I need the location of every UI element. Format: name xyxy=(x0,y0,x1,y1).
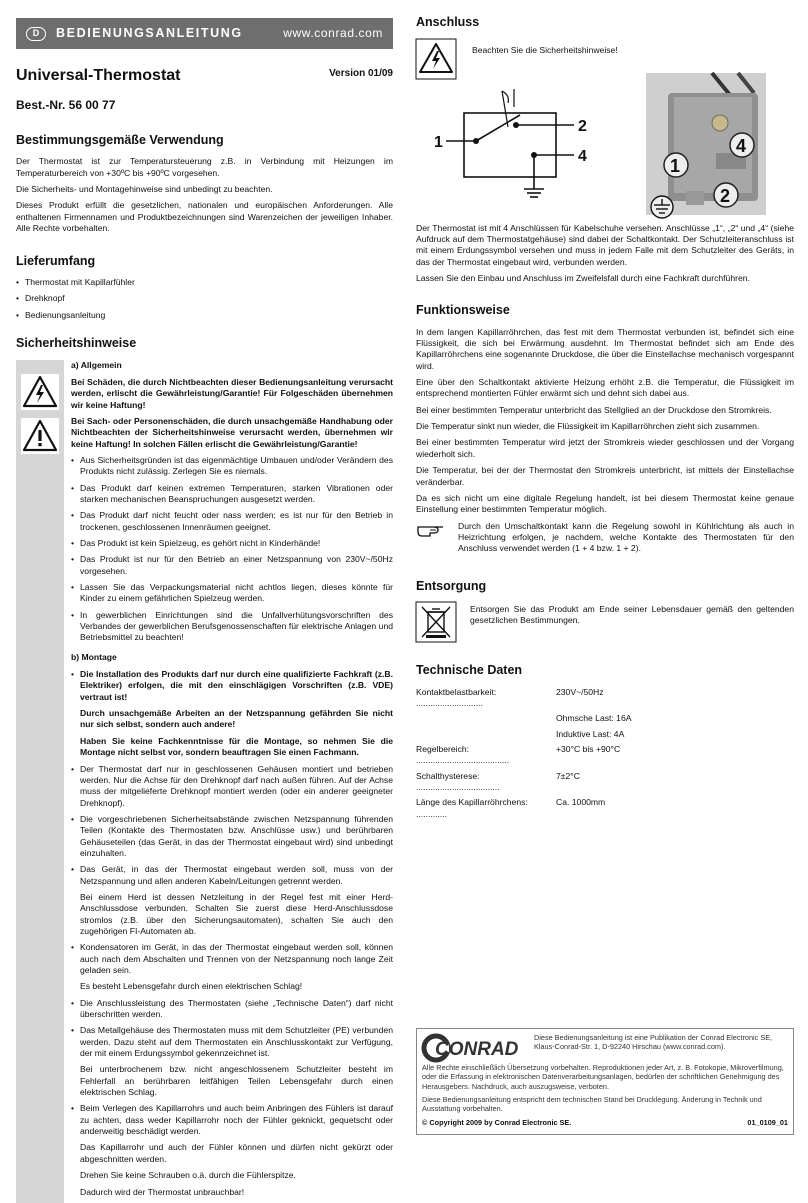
safety-section xyxy=(16,360,393,1203)
photo-label-1: 1 xyxy=(670,155,681,176)
connection-note: Beachten Sie die Sicherheitshinweise! xyxy=(472,44,618,55)
table-row xyxy=(416,797,794,820)
tech-label: Länge des Kapillarröhrchens: ............. xyxy=(416,797,528,819)
list-item xyxy=(71,669,393,758)
montage-text: Drehen Sie keine Schrauben o.ä. durch die Fühlerspitze. xyxy=(80,1170,296,1181)
tech-heading: Technische Daten xyxy=(416,663,523,678)
wiring-diagram xyxy=(416,85,616,203)
terminal-label-4: 4 xyxy=(578,147,587,165)
photo-label-2: 2 xyxy=(720,185,731,206)
subsection-montage: b) Montage xyxy=(71,651,117,662)
table-row xyxy=(416,729,794,740)
subsection-general: a) Allgemein xyxy=(71,359,122,370)
function-paragraph: Eine über den Schaltkontakt aktivierte Heizung erhöht z.B. die Temperatur, die Flüssigkeit im entsprechend montierten Fühler erwärmt sich und dehnt sich dabei aus. xyxy=(416,377,794,399)
function-paragraph: Da es sich nicht um eine digitale Regelung handelt, ist bei diesem Thermostat keine genaue Einstellung einer bestimmten Temperatur möglich. xyxy=(416,492,794,515)
document-title: Universal-Thermostat xyxy=(16,67,181,84)
list-item: • Lassen Sie das Verpackungsmaterial nicht achtlos liegen, dieses könnte für Kinder zu einem gefährlichen Spielzeug werden. xyxy=(71,582,393,605)
list-item xyxy=(71,864,393,937)
connection-paragraph: Lassen Sie den Einbau und Anschluss im Zweifelsfall durch eine Fachkraft durchführen. xyxy=(416,272,750,283)
function-paragraph: In dem langen Kapillarröhrchen, das fest mit dem Thermostat verbunden ist, befindet sich eine Flüssigkeit, die sich bei Erwärmung ausdehnt. Im Thermostat befindet sich am Ende des Kapillarröhrchens eine sogenannte Druckdose, die über die Einstellachse mechanisch vorgespannt wird. xyxy=(416,326,794,371)
waste-bin-crossed-icon xyxy=(416,602,456,642)
general-safety-list xyxy=(71,455,393,644)
connection-heading: Anschluss xyxy=(416,15,480,29)
montage-warning: Durch unsachgemäße Arbeiten an der Netzspannung gefährden Sie nicht nur sich selbst, sondern auch andere! xyxy=(80,708,393,730)
terminal-label-2: 2 xyxy=(578,117,587,135)
table-row xyxy=(416,713,794,724)
intended-use-heading: Bestimmungsgemäße Verwendung xyxy=(16,132,224,147)
montage-text: • Beim Verlegen des Kapillarrohrs und auch beim Anbringen des Fühlers ist darauf zu achten, dass weder Kapillarrohr noch der Fühler geknickt, gequetscht oder anderweitig beschädigt werden. xyxy=(80,1103,393,1137)
list-item: • Die vorgeschriebenen Sicherheitsabstände zwischen Netzspannung führenden Teilen (Kontakte des Thermostaten bzw. Anschlüsse usw.) und berührbaren Gehäuseteilen (das Gerät, in das der Thermostat eingebaut wird) sind unbedingt einzuhalten. xyxy=(71,814,393,859)
logo-text: CONRAD xyxy=(435,1039,519,1060)
version-label: Version 01/09 xyxy=(329,68,393,79)
banner-website: www.conrad.com xyxy=(283,25,383,40)
function-paragraph: Die Temperatur, bei der der Thermostat den Stromkreis unterbricht, ist mittels der Einstellachse veränderbar. xyxy=(416,465,794,487)
tech-value: +30°C bis +90°C xyxy=(556,743,621,754)
tech-label: Schalthysterese: ................................... xyxy=(416,770,500,792)
list-item xyxy=(71,1103,393,1197)
tech-label xyxy=(416,713,556,724)
tech-label: Regelbereich: ....................................... xyxy=(416,743,510,766)
list-item: • Bedienungsanleitung xyxy=(16,310,393,321)
warning-text: Bei Sach- oder Personenschäden, die durch unsachgemäße Handhabung oder Nichtbeachten der Sicherheitshinweise verursacht werden, übernehmen wir keine Haftung! In solchen Fällen erlischt die Gewährleistung/Garantie! xyxy=(71,415,393,449)
safety-heading: Sicherheitshinweise xyxy=(16,336,137,351)
scope-list xyxy=(16,277,393,321)
right-column xyxy=(416,14,794,824)
table-row xyxy=(416,687,794,710)
montage-text: Bei unterbrochenem bzw. nicht angeschlossenem Schutzleiter besteht im Fehlerfall an berührbaren leitfähigen Teilen Lebensgefahr durch einen elektrischen Schlag. xyxy=(80,1064,393,1098)
list-item xyxy=(71,1025,393,1098)
function-paragraph: Bei einer bestimmten Temperatur unterbricht das Stellglied an der Druckdose den Stromkreis. xyxy=(416,404,772,415)
language-badge: D xyxy=(26,27,46,41)
function-heading: Funktionsweise xyxy=(416,303,510,318)
list-item: • Drehknopf xyxy=(16,293,393,304)
tech-value: Ca. 1000mm xyxy=(556,797,606,808)
tech-value: 7±2°C xyxy=(556,770,580,781)
tech-label: Kontaktbelastbarkeit: ............................ xyxy=(416,686,497,708)
list-item: • Thermostat mit Kapillarfühler xyxy=(16,277,393,288)
list-item: • Das Produkt darf nicht feucht oder nass werden; es ist nur für den Betrieb in trockenen, geschlossenen Innenräumen geeignet. xyxy=(71,510,393,533)
tech-value: Induktive Last: 4A xyxy=(556,728,625,739)
electric-hazard-icon xyxy=(416,39,456,79)
thermostat-photo xyxy=(646,73,766,215)
montage-warning: • Die Installation des Produkts darf nur durch eine qualifizierte Fachkraft (z.B. Elektriker) erfolgen, die mit den einschlägigen Vorschriften (z.B. VDE) vertraut ist! xyxy=(80,669,393,702)
list-item: • Das Produkt ist nur für den Betrieb an einer Netzspannung von 230V~/50Hz vorgesehen. xyxy=(71,554,393,577)
scope-heading: Lieferumfang xyxy=(16,253,96,268)
warning-text: Bei Schäden, die durch Nichtbeachten dieser Bedienungsanleitung verursacht werden, erlischt die Gewährleistung/Garantie! Für Folgeschäden übernehmen wir keine Haftung! xyxy=(71,376,393,410)
terminal-label-1: 1 xyxy=(434,133,443,151)
list-item: • Das Produkt darf keinen extremen Temperaturen, starken Vibrationen oder starken mechanischen Beanspruchungen ausgesetzt werden. xyxy=(71,483,393,506)
banner-title: BEDIENUNGSANLEITUNG xyxy=(56,26,243,41)
list-item: • Die Anschlussleistung des Thermostaten (siehe „Technische Daten“) darf nicht überschritten werden. xyxy=(71,998,393,1021)
montage-text: • Das Gerät, in das der Thermostat eingebaut werden soll, muss von der Netzspannung und allen anderen Kabeln/Leitungen getrennt werden. xyxy=(80,864,393,886)
montage-text: Das Kapillarrohr und auch der Fühler können und dürfen nicht gekürzt oder abgeschnitten werden. xyxy=(80,1142,393,1164)
montage-text: • Kondensatoren im Gerät, in das der Thermostat eingebaut werden soll, können auch nach dem Abschalten und Trennen von der Netzspannung noch lange Zeit geladen sein. xyxy=(80,942,393,975)
list-item: • Das Produkt ist kein Spielzeug, es gehört nicht in Kinderhände! xyxy=(71,538,393,549)
function-paragraph: Bei einer bestimmten Temperatur wird jetzt der Stromkreis wieder geschlossen und der Vorgang wiederholt sich. xyxy=(416,437,794,459)
list-item: • In gewerblichen Einrichtungen sind die Unfallverhütungsvorschriften des Verbandes der gewerblichen Berufsgenossenschaften für elektrische Anlagen und Betriebsmittel zu beachten! xyxy=(71,610,393,644)
function-tip: Durch den Umschaltkontakt kann die Regelung sowohl in Kühlrichtung als auch in Heizrichtung erfolgen, je nachdem, welche Kontakte des Thermostaten für den Anschluss verwendet werden (1 + 4 bzw. 1 + 2). xyxy=(458,520,794,554)
footer-code: 01_0109_01 xyxy=(747,1117,788,1127)
list-item: • Der Thermostat darf nur in geschlossenen Gehäusen montiert und betrieben werden. Nur die Achse für den Drehknopf darf nach außen führen. Auf der Achse muss der mitgelieferte Drehknopf montiert werden (oder ein anderer geeigneter Drehknopf). xyxy=(71,764,393,809)
tech-table xyxy=(416,687,794,820)
footer-status: Diese Bedienungsanleitung entspricht dem technischen Stand bei Drucklegung. Änderung in Technik und Ausstattung vorbehalten. xyxy=(422,1094,762,1114)
footer-intro: Diese Bedienungsanleitung ist eine Publikation der Conrad Electronic SE, Klaus-Conrad-Str. 1, D-92240 Hirschau (www.conrad.com). xyxy=(534,1033,773,1052)
conrad-logo xyxy=(422,1033,524,1063)
tech-label xyxy=(416,729,556,740)
safety-icon-column xyxy=(16,360,64,1203)
pointing-hand-icon xyxy=(416,521,446,539)
photo-label-4: 4 xyxy=(736,135,747,156)
header-banner xyxy=(16,18,393,49)
order-number: Best.-Nr. 56 00 77 xyxy=(16,98,116,113)
connection-paragraph: Der Thermostat ist mit 4 Anschlüssen für Kabelschuhe versehen. Anschlüsse „1“, „2“ und „4“ (siehe Aufdruck auf dem Thermostatgehäuse) sind dabei der Schaltkontakt. Der Schutzleiteranschluss ist mit einem Erdungssymbol versehen und muss in jedem Falle mit dem Schutzleiter des Geräts, in das der Thermostat eingebaut wird, verbunden werden. xyxy=(416,222,794,267)
disposal-text: Entsorgen Sie das Produkt am Ende seiner Lebensdauer gemäß den geltenden gesetzlichen Bestimmungen. xyxy=(470,604,794,626)
electric-hazard-icon xyxy=(21,374,59,410)
table-row xyxy=(416,744,794,767)
footer-rights: Alle Rechte einschließlich Übersetzung vorbehalten. Reproduktionen jeder Art, z. B. Fotokopie, Mikroverfilmung, oder die Erfassung in elektronischen Datenverarbeitungsanlagen, bedürfen der schriftlichen Genehmigung des Herausgebers. Nachdruck, auch auszugsweise, verboten. xyxy=(422,1063,784,1091)
montage-warning: Haben Sie keine Fachkenntnisse für die Montage, so nehmen Sie die Montage nicht selbst vor, sondern beauftragen Sie einen Fachmann. xyxy=(80,735,393,758)
footer-copyright: © Copyright 2009 by Conrad Electronic SE. xyxy=(422,1117,572,1127)
montage-text: • Das Metallgehäuse des Thermostaten muss mit dem Schutzleiter (PE) verbunden werden. Dazu steht auf dem Thermostaten ein Anschlusskontakt zur Verfügung, der mit einem Erdungssymbol gekennzeichnet ist. xyxy=(80,1025,393,1059)
montage-text: Bei einem Herd ist dessen Netzleitung in der Regel fest mit einer Herd-Anschlussdose verbunden. Schalten Sie zuerst diese Herd-Anschlussdose stromlos (z.B. über den Sicherungsautomaten), schalten Sie auch den zugehörigen FI-Automaten ab. xyxy=(80,891,393,936)
table-row xyxy=(416,771,794,794)
function-paragraph: Die Temperatur sinkt nun wieder, die Flüssigkeit im Kapillarröhrchen zieht sich zusammen. xyxy=(416,421,760,432)
intended-use-paragraph: Der Thermostat ist zur Temperatursteuerung z.B. in Verbindung mit Heizungen im Temperaturbereich von +30ºC bis +90ºC vorgesehen. xyxy=(16,156,393,178)
disposal-heading: Entsorgung xyxy=(416,578,487,593)
warning-icon xyxy=(21,418,59,454)
publisher-footer xyxy=(416,1028,794,1135)
montage-text: Dadurch wird der Thermostat unbrauchbar! xyxy=(80,1186,245,1197)
tech-value: Ohmsche Last: 16A xyxy=(556,713,632,724)
left-column xyxy=(16,18,393,1203)
list-item: • Aus Sicherheitsgründen ist das eigenmächtige Umbauen und/oder Verändern des Produkts nicht zulässig. Zerlegen Sie es niemals. xyxy=(71,455,393,478)
safety-body xyxy=(64,360,393,1203)
list-item xyxy=(71,942,393,992)
montage-list xyxy=(71,669,393,1198)
intended-use-paragraph: Die Sicherheits- und Montagehinweise sind unbedingt zu beachten. xyxy=(16,184,273,195)
tech-value: 230V~/50Hz xyxy=(556,686,604,697)
intended-use-paragraph: Dieses Produkt erfüllt die gesetzlichen, nationalen und europäischen Anforderungen. Alle enthaltenen Firmennamen und Produktbezeichnungen sind Warenzeichen der jeweiligen Inhaber. Alle Rechte vorbehalten. xyxy=(16,200,393,234)
montage-text: Es besteht Lebensgefahr durch einen elektrischen Schlag! xyxy=(80,981,303,992)
